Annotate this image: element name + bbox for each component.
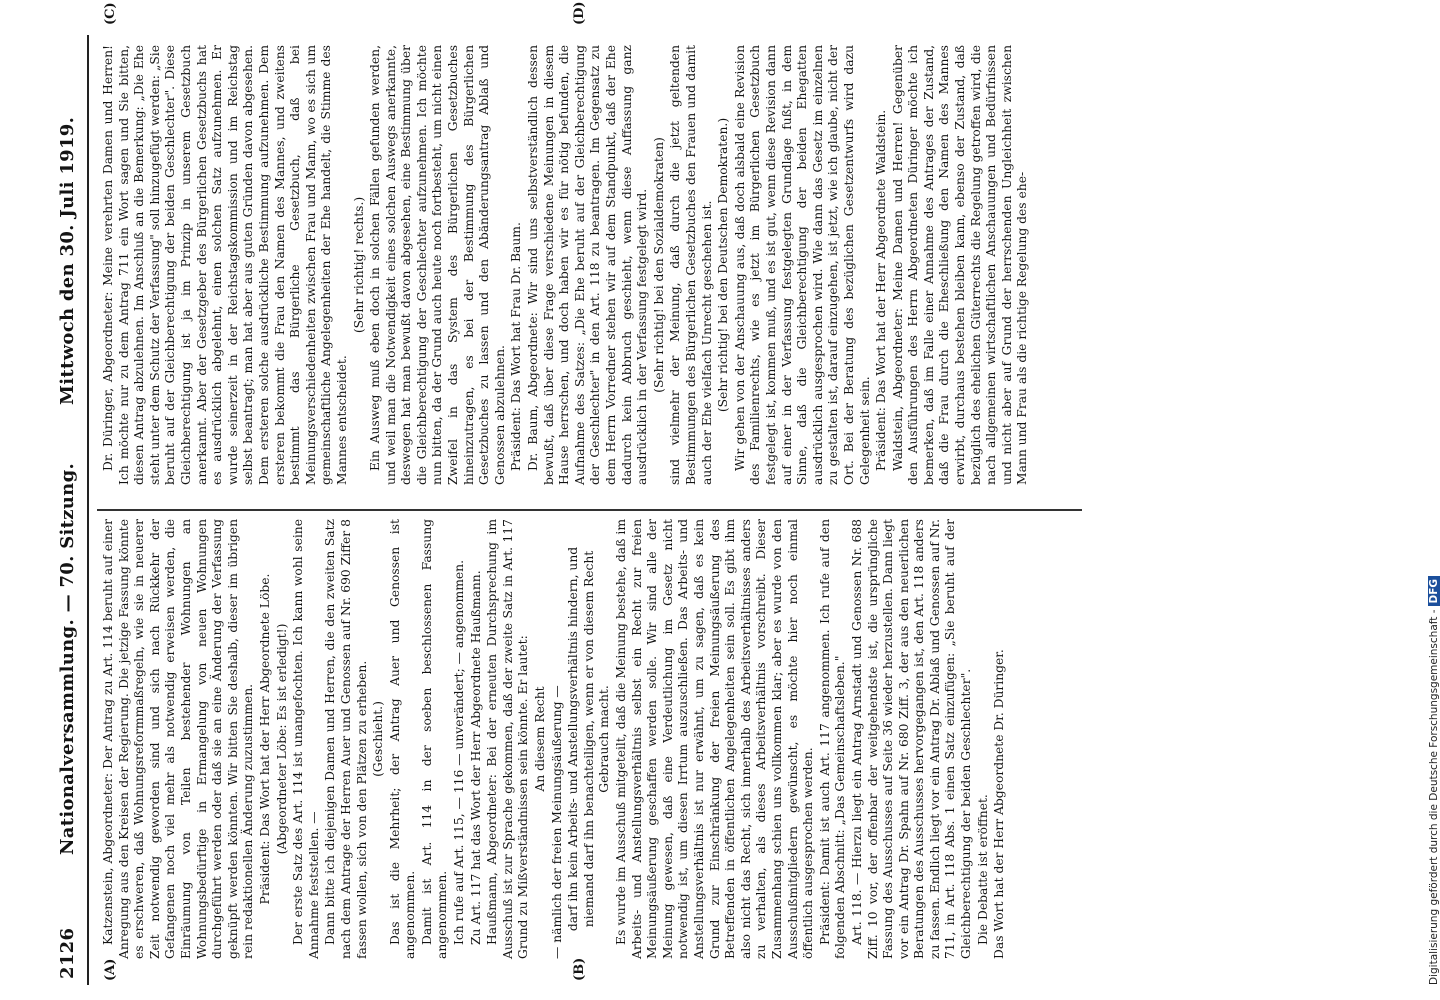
left-column [101,519,1009,959]
paragraph: Das ist die Mehrheit; der Antrag Auer und Genossen ist angenommen. [387,519,418,959]
digitisation-credit [1428,576,1440,985]
quotation: — nämlich der freien Meinungsäußerung — [549,685,564,959]
paragraph: Zu Art. 117 hat das Wort der Herr Abgeordnete Haußmann. [468,570,483,945]
paragraph: Dann bitte ich diejenigen Damen und Herren, die den zweiten Satz nach dem Antrage der Herren Auer und Genossen auf Nr. 690 Ziffer 8 fassen wollen, sich von den Plätzen zu erheben. [323,519,369,959]
newspaper-page [57,1,1087,985]
dfg-logo: DFG [1428,576,1440,607]
interjection: (Abgeordneter Löbe: Es ist erledigt!) [274,623,289,855]
interjection: (Sehr richtig! rechts.) [351,196,366,334]
assembly-title: Nationalversammlung. — 70. Sitzung. [57,462,78,855]
paragraph: Ein Ausweg muß eben doch in solchen Fällen gefunden werden, und weil man die Notwendigkeit eines solchen Auswegs anerkannte, deswegen hat man bewußt davon abgesehen, eine Bestimmung über die Gleichberechtigung der Geschlechter aufzunehmen. Ich möchte nun bitten, da der Grund auch heute noch fortbesteht, um nicht einen Zweifel in das System des Bürgerlichen Gesetzbuches hineinzutragen, es bei der Bestimmung des Bürgerlichen Gesetzbuches zu lassen und den Abänderungsantrag Ablaß und Genossen abzulehnen. [368,45,507,485]
paragraph: Dr. Baum, Abgeordnete: Wir sind uns selbstverständlich dessen bewußt, daß über diese Frage verschiedene Meinungen in diesem Hause herrschen, und doch haben wir es für nötig befunden, die Aufnahme des Satzes: „Die Ehe beruht auf der Gleichberechtigung der Geschlechter" in den Art. 118 zu beantragen. Im Gegensatz zu dem Herrn Vorredner stehen wir auf dem Standpunkt, daß der Ehe dadurch kein Abbruch geschieht, wenn diese Auffassung ganz ausdrücklich in der Verfassung festgelegt wird. [526,45,650,485]
paragraph: Es wurde im Ausschuß mitgeteilt, daß die Meinung bestehe, daß im Arbeits- und Anstellungsverhältnis selbst ein Recht zur freien Meinungsäußerung geschaffen werden solle. Wir sind alle der Meinung gewesen, daß eine Verdeutlichung im Gesetz nicht notwendig ist, um diesen Irrtum auszuschließen. Das Arbeits- und Anstellungsverhältnis ist nur erwähnt, um zu sagen, daß es kein Grund zur Einschränkung der freien Meinungsäußerung des Betreffenden in öffentlichen Angelegenheiten sein soll. Es gibt ihm also nicht das Recht, sich innerhalb des Arbeitsverhältnisses anders zu verhalten, als dieses Arbeitsverhältnis vorschreibt. Dieser Zusammenhang schien uns vollkommen klar; aber es wurde von den Ausschußmitgliedern gewünscht, es möchte hier noch einmal öffentlich ausgesprochen werden. [614,519,816,959]
quotation: An diesem Recht [533,686,548,792]
margin-mark-d: (D) [572,1,587,25]
paragraph: Präsident: Das Wort hat Frau Dr. Baum. [509,222,524,471]
paragraph: Das Wort hat der Herr Abgeordnete Dr. Düringer. [992,649,1007,959]
credit-text: Digitalisierung gefördert durch die Deutsche Forschungsgemeinschaft - [1428,609,1440,985]
session-date: Mittwoch den 30. Juli 1919. [57,116,78,405]
paragraph: sind vielmehr der Meinung, daß durch die jetzt geltenden Bestimmungen des Bürgerlichen Gesetzbuches den Frauen und damit auch der Ehe vielfach Unrecht geschehen ist. [668,45,714,485]
paragraph: Dr. Düringer, Abgeordneter: Meine verehrten Damen und Herren! Ich möchte nur zu dem Antrag 711 ein Wort sagen und Sie bitten, diesen Antrag abzulehnen. Im Anschluß an die Bemerkung: „Die Ehe steht unter dem Schutz der Verfassung" soll hinzugefügt werden: „Sie beruht auf der Gleichberechtigung der beiden Geschlechter". Diese Gleichberechtigung ist ja im Prinzip in unserem Gesetzbuch anerkannt. Aber der Gesetzgeber des Bürgerlichen Gesetzbuchs hat es ausdrücklich abgelehnt, einen solchen Satz aufzunehmen. Er wurde seinerzeit in der Reichstagskommission und im Reichstag selbst beantragt; man hat aber aus guten Gründen davon abgesehen. Dem ersteren solche ausdrückliche Bestimmung aufzunehmen. Dem ersteren bekommt die Frau den Namen des Mannes, und zweitens bestimmt das Bürgerliche Gesetzbuch, daß bei Meinungsverschiedenheiten zwischen Frau und Mann, wo es sich um gemeinschaftliche Angelegenheiten der Ehe handelt, die Stimme des Mannes entscheidet. [101,45,349,485]
paragraph: Präsident: Das Wort hat der Herr Abgeordnete Waldstein. [874,109,889,471]
page-header [57,35,97,985]
quotation: darf ihn kein Arbeits- und Anstellungsverhältnis hindern, und niemand darf ihn benachteiligen, wenn er von diesem Recht Gebrauch macht. [566,546,612,932]
column-divider [97,510,1082,512]
paragraph: Waldstein, Abgeordneter: Meine Damen und Herren! Gegenüber den Ausführungen des Herrn Abgeordneten Düringer möchte ich bemerken, daß im Falle einer Annahme des Antrages der Zustand, daß die Frau durch die Eheschließung den Namen des Mannes erwirbt, durchaus bestehen bleiben kann, ebenso der Zustand, daß bezüglich des ehelichen Güterrechts die Regelung getroffen wird, die nach allgemeinen wirtschaftlichen Anschauungen und Bedürfnissen und nicht aber auf Grund der herrschenden Ungleichheit zwischen Mann und Frau als die richtige Regelung des ehe- [890,45,1030,485]
paragraph: Der erste Satz des Art. 114 ist unangefochten. Ich kann wohl seine Annahme feststellen. — [291,519,321,959]
header-rule [87,35,89,985]
page-number: 2126 [57,927,78,979]
paragraph: Präsident: Das Wort hat der Herr Abgeordnete Löbe. [257,573,272,905]
paragraph: Präsident: Damit ist auch Art. 117 angenommen. Ich rufe auf den folgenden Abschnitt: „Das Gemeinschaftsleben." [817,519,848,959]
paragraph: Ich rufe auf Art. 115, — 116 — unverändert; — angenommen. [452,560,467,945]
paragraph: Wir gehen von der Anschauung aus, daß doch alsbald eine Revision des Familienrechts, wie es jetzt im Bürgerlichen Gesetzbuch festgelegt ist, kommen muß, und es ist gut, wenn diese Revision dann auf einer in der Verfassung festgelegten Grundlage fußt, in dem Sinne, daß die Gleichberechtigung der beiden Ehegatten ausdrücklich ausgesprochen wird. Wie dann das Gesetz im einzelnen zu gestalten ist, darauf einzugehen, ist jetzt, wie ich glaube, nicht der Ort. Bei der Beratung des bezüglichen Gesetzentwurfs wird dazu Gelegenheit sein. [732,45,872,485]
paragraph: Art. 118. — Hierzu liegt ein Antrag Arnstadt und Genossen Nr. 688 Ziff. 10 vor, der offenbar der weitgehendste ist, die ursprüngliche Fassung des Ausschusses auf Seite 36 wieder herzustellen. Dann liegt vor ein Antrag Dr. Spahn auf Nr. 680 Ziff. 3, der aus den neuerlichen Beratungen des Ausschusses hervorgegangen ist, den Art. 118 anders zu fassen. Endlich liegt vor ein Antrag Dr. Ablaß und Genossen auf Nr. 711, in Art. 118 Abs. 1 einen Satz einzufügen: „Sie beruht auf der Gleichberechtigung der beiden Geschlechter". [849,519,974,959]
paragraph: Die Debatte ist eröffnet. [975,794,990,945]
margin-mark-a: (A) [103,958,118,981]
paragraph: Damit ist Art. 114 in der soeben beschlossenen Fassung angenommen. [419,519,450,959]
right-column [101,45,1032,485]
paragraph: Haußmann, Abgeordneter: Bei der erneuten Durchsprechung im Ausschuß ist zur Sprache gekommen, daß der zweite Satz in Art. 117 Grund zu Mißverständnissen sein könnte. Er lautet: [485,519,531,959]
margin-mark-b: (B) [572,957,587,981]
interjection: (Sehr richtig! bei den Sozialdemokraten) [651,137,666,393]
interjection: (Geschieht.) [371,701,386,777]
margin-mark-c: (C) [103,2,118,25]
paragraph: Katzenstein, Abgeordneter: Der Antrag zu Art. 114 beruht auf einer Anregung aus den Kreisen der Regierung. Die jetzige Fassung könnte es erschweren, daß Wohnungsreformmaßregeln, wie sie in neuerer Zeit notwendig geworden sind und sich nach Rückkehr der Gefangenen noch viel mehr als notwendig erweisen werden, die Einräumung von Teilen bestehender Wohnungen an Wohnungsbedürftige in Ermangelung von neuen Wohnungen durchgeführt werden oder daß sie an eine Änderung der Verfassung geknüpft werden könnten. Wir bitten Sie deshalb, dieser im übrigen rein redaktionellen Änderung zuzustimmen. [101,519,256,959]
interjection: (Sehr richtig! bei den Deutschen Demokraten.) [716,117,731,413]
